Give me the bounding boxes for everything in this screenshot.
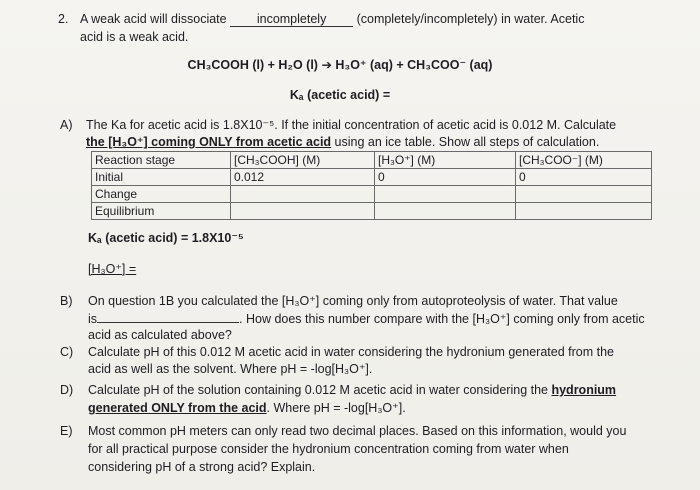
ice-cell-input[interactable] (375, 203, 516, 220)
part-a-letter: A) (60, 118, 73, 132)
part-a-line-1: The Ka for acetic acid is 1.8X10⁻⁵. If the initial concentration of acetic acid is 0.012 M. Calculate (86, 118, 617, 132)
part-d-emphasis-2: generated ONLY from the acid (88, 401, 267, 415)
answer-text: incompletely (256, 12, 327, 26)
ice-cell: Equilibrium (92, 203, 231, 220)
part-c-line-2: acid as well as the solvent. Where pH = -log[H₃O⁺]. (88, 362, 373, 376)
part-a-line-2-rest: using an ice table. Show all steps of calculation. (331, 135, 600, 149)
header-ch3cooh: [CH₃COOH] (M) (231, 152, 375, 169)
part-b-is: is (88, 312, 98, 326)
ice-cell: Initial (92, 169, 231, 186)
ka-value: Kₐ (acetic acid) = 1.8X10⁻⁵ (88, 231, 244, 245)
part-c-line-1: Calculate pH of this 0.012 M acetic acid in water considering the hydronium generated from the (88, 345, 614, 359)
ice-cell[interactable]: 0.012 (231, 169, 375, 186)
ice-cell-input[interactable] (231, 186, 375, 203)
header-ch3coo: [CH₃COO⁻] (M) (516, 152, 652, 169)
part-b-line-2-rest: . How does this number compare with the [H₃O⁺] coming only from acetic (239, 312, 645, 326)
ice-cell-input[interactable] (375, 186, 516, 203)
part-a-line-2 (86, 135, 599, 150)
part-d-emphasis-1: hydronium (551, 383, 617, 397)
part-b-letter: B) (60, 294, 73, 308)
ice-cell: Change (92, 186, 231, 203)
h3o-answer-label: [H₃O⁺] = (88, 262, 137, 276)
part-b-line-2 (88, 311, 645, 327)
reaction-equation: CH₃COOH (l) + H₂O (l) ➔ H₃O⁺ (aq) + CH₃COO⁻ (aq) (187, 58, 493, 72)
ice-row-equilibrium (92, 203, 652, 220)
part-e-line-3: considering pH of a strong acid? Explain. (88, 460, 316, 474)
ice-cell[interactable]: 0 (516, 169, 652, 186)
question-2-line-2: acid is a weak acid. (80, 30, 189, 44)
part-e-letter: E) (60, 424, 73, 438)
part-d-line-1 (88, 383, 616, 398)
part-b-line-1: On question 1B you calculated the [H₃O⁺] coming only from autoproteolysis of water. That value (88, 294, 618, 308)
question-2-suffix: (completely/incompletely) in water. Acetic (356, 12, 585, 26)
part-d-line-2 (88, 401, 406, 416)
header-reaction-stage: Reaction stage (92, 152, 231, 169)
part-d-line-1-prefix: Calculate pH of the solution containing 0.012 M acetic acid in water considering the (88, 383, 552, 397)
ice-cell-input[interactable] (516, 203, 652, 220)
ice-cell-input[interactable] (231, 203, 375, 220)
part-b-blank[interactable] (97, 311, 239, 323)
ka-expression: Kₐ (acetic acid) = (289, 88, 391, 102)
part-d-letter: D) (60, 383, 74, 397)
question-2-prefix: A weak acid will dissociate (80, 12, 227, 26)
ice-header-row (92, 152, 652, 169)
question-number: 2. (58, 12, 69, 26)
ice-row-initial (92, 169, 652, 186)
ice-cell-input[interactable] (516, 186, 652, 203)
part-c-letter: C) (60, 345, 74, 359)
header-h3o: [H₃O⁺] (M) (375, 152, 516, 169)
part-e-line-2: for all practical purpose consider the hydronium concentration coming from water when (88, 442, 569, 456)
ice-cell[interactable]: 0 (375, 169, 516, 186)
part-b-line-3: acid as calculated above? (88, 328, 232, 342)
part-e-line-1: Most common pH meters can only read two decimal places. Based on this information, would you (88, 424, 627, 438)
part-d-line-2-rest: . Where pH = -log[H₃O⁺]. (266, 401, 406, 415)
ice-row-change (92, 186, 652, 203)
ice-table (91, 151, 652, 220)
answer-blank[interactable] (230, 13, 353, 27)
question-2-line-1 (80, 12, 584, 27)
part-a-emphasis: the [H₃O⁺] coming ONLY from acetic acid (86, 135, 332, 149)
